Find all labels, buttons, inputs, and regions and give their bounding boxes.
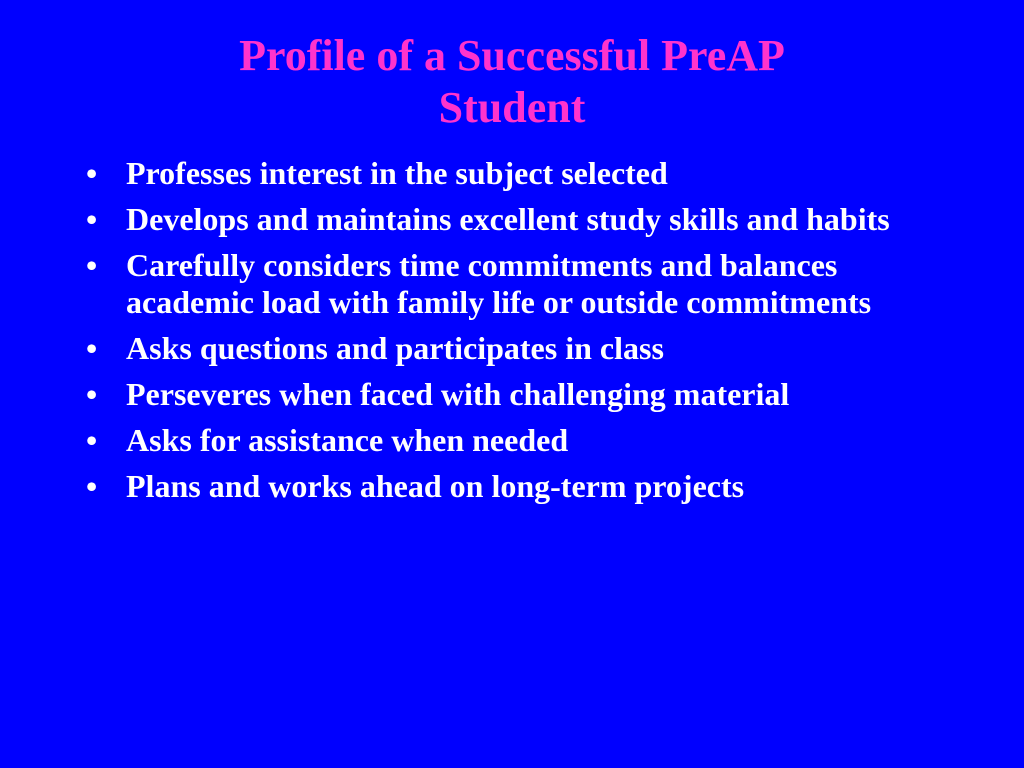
bullet-item-study-skills [86,201,946,238]
bullet-item-time-commitments [86,247,946,321]
slide-title-line-1: Profile of a Successful PreAP [239,31,785,80]
bullet-item-asks-questions [86,330,946,367]
bullet-icon: • [86,468,98,504]
bullet-text: Professes interest in the subject selected [126,155,668,191]
bullet-list [86,155,946,514]
bullet-text: Perseveres when faced with challenging material [126,376,790,412]
bullet-item-interest [86,155,946,192]
bullet-icon: • [86,422,98,458]
bullet-item-plans-ahead [86,468,946,505]
bullet-item-perseveres [86,376,946,413]
bullet-text: Carefully considers time commitments and balances academic load with family life or outside commitments [126,247,872,320]
bullet-item-asks-assistance [86,422,946,459]
bullet-icon: • [86,376,98,412]
bullet-text: Plans and works ahead on long-term projects [126,468,745,504]
bullet-icon: • [86,155,98,191]
bullet-icon: • [86,201,98,237]
bullet-text: Develops and maintains excellent study skills and habits [126,201,890,237]
bullet-text: Asks for assistance when needed [126,422,569,458]
bullet-icon: • [86,330,98,366]
slide-title-line-2: Student [438,83,586,132]
slide-title [90,30,934,134]
bullet-icon: • [86,247,98,283]
bullet-text: Asks questions and participates in class [126,330,664,366]
